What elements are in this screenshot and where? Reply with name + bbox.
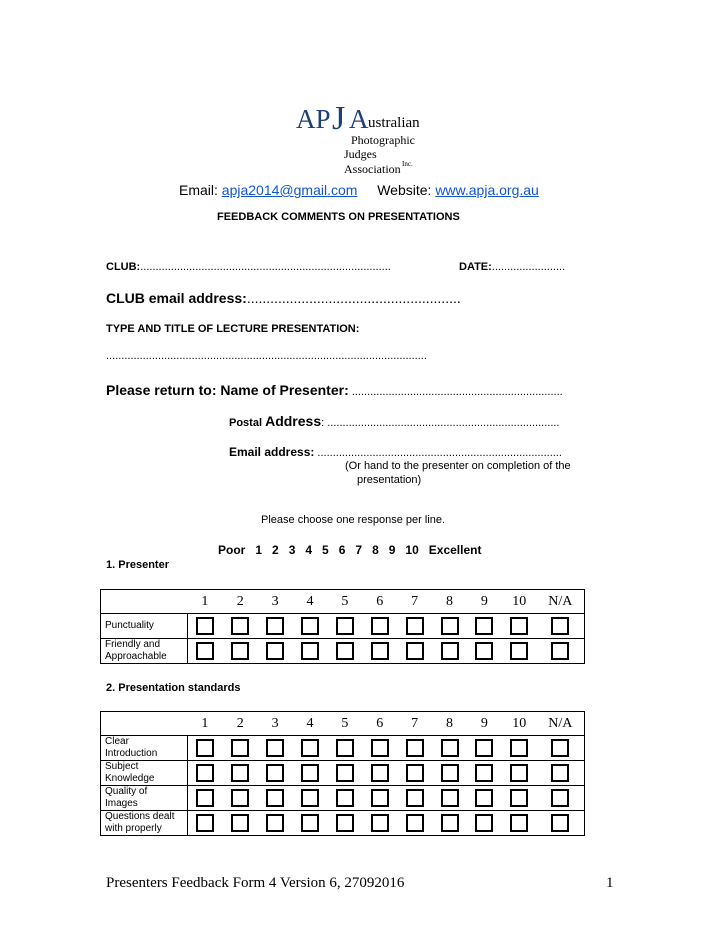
rating-checkbox[interactable] [371, 814, 389, 832]
website-link[interactable]: www.apja.org.au [435, 182, 539, 198]
rating-checkbox[interactable] [406, 814, 424, 832]
club-email-dots: ....................................................... [246, 290, 461, 306]
column-1: 1 [187, 590, 223, 614]
type-title-dots[interactable]: ......................................................................................................... [106, 350, 427, 362]
footer-text: Presenters Feedback Form 4 Version 6, 27092016 [106, 875, 405, 891]
section-1-title: 1. Presenter [106, 559, 169, 571]
rating-checkbox[interactable] [336, 617, 354, 635]
logo-letters: AP [296, 104, 331, 134]
section-2-title: 2. Presentation standards [106, 682, 241, 694]
rating-checkbox[interactable] [475, 764, 493, 782]
rating-checkbox[interactable] [336, 814, 354, 832]
rating-row [101, 786, 585, 811]
rating-checkbox[interactable] [551, 814, 569, 832]
postal-label-a: Postal [229, 417, 266, 429]
column-4: 4 [293, 590, 328, 614]
form-title: FEEDBACK COMMENTS ON PRESENTATIONS [217, 211, 460, 223]
column-5: 5 [327, 590, 362, 614]
column-5: 5 [327, 712, 362, 736]
rating-checkbox[interactable] [441, 789, 459, 807]
rating-checkbox[interactable] [475, 814, 493, 832]
rating-checkbox[interactable] [510, 764, 528, 782]
club-email-field[interactable] [106, 290, 461, 306]
rating-checkbox[interactable] [441, 814, 459, 832]
rating-checkbox[interactable] [231, 764, 249, 782]
email-address-field[interactable] [229, 445, 562, 459]
rating-checkbox[interactable] [301, 764, 319, 782]
rating-checkbox[interactable] [266, 764, 284, 782]
criterion-label: Questions dealt with properly [101, 811, 188, 836]
rating-checkbox[interactable] [336, 789, 354, 807]
rating-checkbox[interactable] [371, 739, 389, 757]
column-8: 8 [432, 590, 467, 614]
logo-word-photographic: Photographic [351, 133, 415, 147]
rating-checkbox[interactable] [475, 617, 493, 635]
email-address-label: Email address: [229, 445, 315, 459]
date-field[interactable] [459, 261, 565, 273]
date-label: DATE: [459, 261, 492, 273]
rating-row [101, 811, 585, 836]
rating-checkbox[interactable] [301, 617, 319, 635]
return-label: Please return to: Name of Presenter [106, 382, 345, 398]
rating-checkbox[interactable] [231, 642, 249, 660]
return-to-field[interactable]: Please return to: Name of Presenter: ..................................................................... [106, 382, 563, 398]
contact-line [179, 182, 539, 198]
scale-line: Poor 1 2 3 4 5 6 7 8 9 10 Excellent [218, 543, 482, 557]
column-9: 9 [467, 712, 502, 736]
email-address-dots: ................................................................................ [314, 447, 562, 459]
rating-checkbox[interactable] [551, 617, 569, 635]
rating-checkbox[interactable] [371, 617, 389, 635]
rating-checkbox[interactable] [475, 642, 493, 660]
rating-row [101, 614, 585, 639]
rating-checkbox[interactable] [231, 617, 249, 635]
column-8: 8 [432, 712, 467, 736]
column-na: N/A [537, 712, 585, 736]
email-label: Email: [179, 182, 222, 198]
rating-checkbox[interactable] [441, 739, 459, 757]
rating-checkbox[interactable] [196, 642, 214, 660]
rating-checkbox[interactable] [406, 642, 424, 660]
postal-address-field[interactable] [229, 413, 560, 431]
rating-checkbox[interactable] [301, 642, 319, 660]
rating-checkbox[interactable] [510, 739, 528, 757]
criterion-label: Quality of Images [101, 786, 188, 811]
logo-word-australian: ustralian [368, 115, 420, 131]
criterion-label: Subject Knowledge [101, 761, 188, 786]
note-line-1: (Or hand to the presenter on completion of the [345, 460, 571, 472]
column-10: 10 [502, 712, 537, 736]
email-link[interactable]: apja2014@gmail.com [221, 182, 358, 198]
column-1: 1 [187, 712, 223, 736]
rating-checkbox[interactable] [231, 739, 249, 757]
rating-checkbox[interactable] [510, 617, 528, 635]
column-2: 2 [223, 590, 258, 614]
club-dots: .................................................................................. [140, 261, 391, 273]
rating-checkbox[interactable] [406, 789, 424, 807]
rating-checkbox[interactable] [336, 739, 354, 757]
rating-checkbox[interactable] [510, 789, 528, 807]
rating-checkbox[interactable] [196, 789, 214, 807]
column-6: 6 [362, 590, 397, 614]
club-label: CLUB: [106, 261, 141, 273]
rating-checkbox[interactable] [266, 789, 284, 807]
criterion-label: Punctuality [101, 614, 188, 639]
website-label: Website: [377, 182, 436, 198]
rating-checkbox[interactable] [551, 789, 569, 807]
rating-checkbox[interactable] [231, 789, 249, 807]
column-2: 2 [223, 712, 258, 736]
return-dots: ..................................................................... [348, 386, 563, 398]
column-10: 10 [502, 590, 537, 614]
rating-checkbox[interactable] [336, 764, 354, 782]
column-3: 3 [258, 712, 293, 736]
rating-checkbox[interactable] [231, 814, 249, 832]
logo-word-judges: Judges Association [344, 147, 401, 176]
rating-checkbox[interactable] [266, 617, 284, 635]
table-header-row [101, 712, 585, 736]
note-line-2: presentation) [357, 474, 422, 486]
rating-checkbox[interactable] [510, 814, 528, 832]
rating-checkbox[interactable] [551, 739, 569, 757]
rating-checkbox[interactable] [406, 739, 424, 757]
rating-row [101, 761, 585, 786]
rating-checkbox[interactable] [301, 789, 319, 807]
rating-checkbox[interactable] [406, 764, 424, 782]
rating-checkbox[interactable] [301, 814, 319, 832]
column-9: 9 [467, 590, 502, 614]
rating-row [101, 736, 585, 761]
rating-checkbox[interactable] [196, 617, 214, 635]
rating-checkbox[interactable] [406, 617, 424, 635]
rating-checkbox[interactable] [266, 814, 284, 832]
presentation-standards-table [100, 711, 585, 836]
criterion-label: Friendly and Approachable [101, 639, 188, 664]
rating-checkbox[interactable] [196, 739, 214, 757]
rating-checkbox[interactable] [441, 617, 459, 635]
criterion-label: Clear Introduction [101, 736, 188, 761]
rating-checkbox[interactable] [475, 789, 493, 807]
postal-label-b: Address [265, 413, 322, 429]
rating-checkbox[interactable] [336, 642, 354, 660]
rating-checkbox[interactable] [196, 814, 214, 832]
logo-word-inc: Inc. [402, 160, 413, 168]
rating-checkbox[interactable] [551, 642, 569, 660]
rating-row [101, 639, 585, 664]
club-email-label: CLUB email address: [106, 290, 247, 306]
postal-dots: : ............................................................................ [321, 417, 560, 429]
column-6: 6 [362, 712, 397, 736]
rating-checkbox[interactable] [371, 764, 389, 782]
column-3: 3 [258, 590, 293, 614]
presenter-rating-table [100, 589, 585, 664]
rating-checkbox[interactable] [475, 739, 493, 757]
rating-checkbox[interactable] [510, 642, 528, 660]
date-dots: ........................ [491, 261, 566, 273]
rating-checkbox[interactable] [266, 642, 284, 660]
rating-checkbox[interactable] [441, 764, 459, 782]
club-field[interactable] [106, 261, 391, 273]
column-7: 7 [397, 590, 432, 614]
apja-logo: AP J A ustralian Photographic Judges Association Inc. [296, 104, 426, 166]
type-title-label: TYPE AND TITLE OF LECTURE PRESENTATION: [106, 323, 360, 335]
rating-checkbox[interactable] [371, 789, 389, 807]
rating-checkbox[interactable] [196, 764, 214, 782]
rating-checkbox[interactable] [266, 739, 284, 757]
rating-checkbox[interactable] [441, 642, 459, 660]
table-header-row [101, 590, 585, 614]
rating-checkbox[interactable] [551, 764, 569, 782]
rating-checkbox[interactable] [371, 642, 389, 660]
rating-checkbox[interactable] [301, 739, 319, 757]
column-4: 4 [293, 712, 328, 736]
instructions: Please choose one response per line. [261, 514, 446, 526]
column-na: N/A [537, 590, 585, 614]
page-number: 1 [606, 875, 614, 891]
column-7: 7 [397, 712, 432, 736]
